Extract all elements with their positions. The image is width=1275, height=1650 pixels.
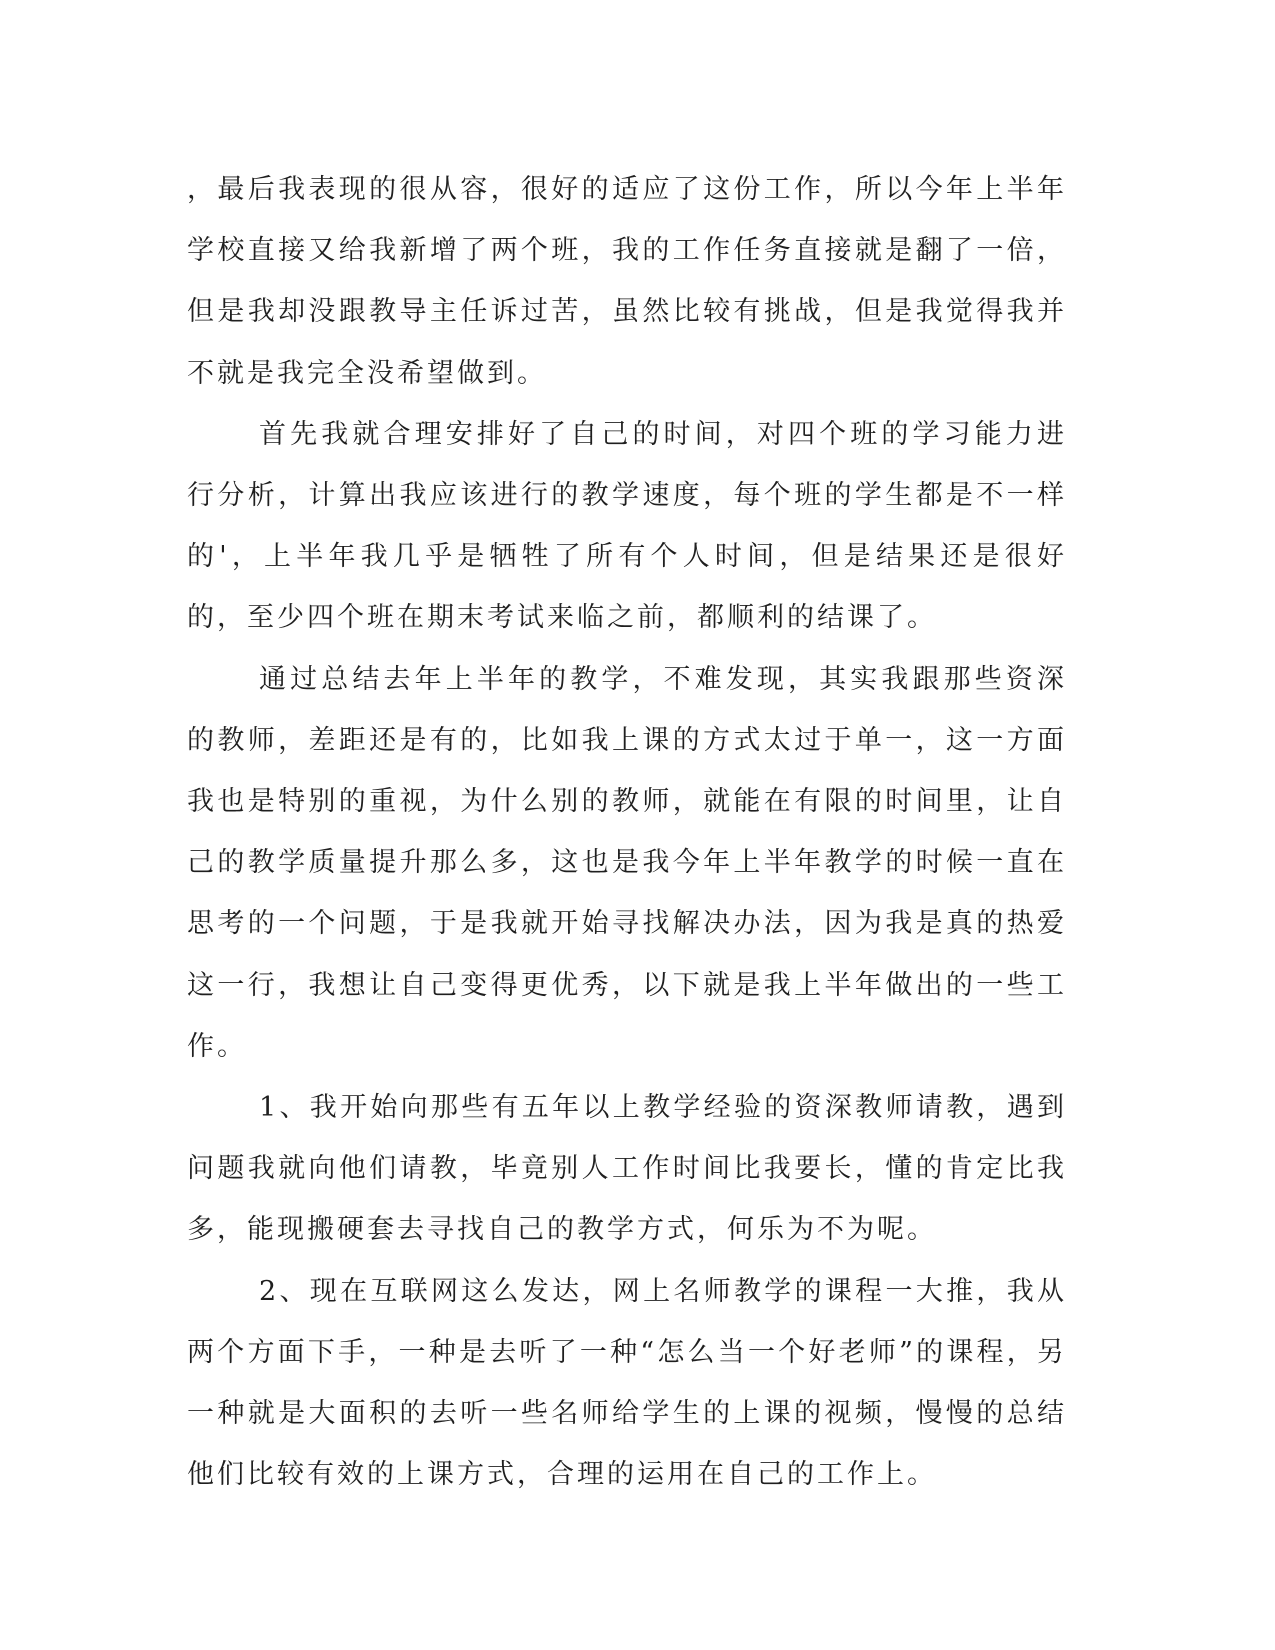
paragraph-5: 2、现在互联网这么发达，网上名师教学的课程一大推，我从两个方面下手，一种是去听了一种“怎么当一个好老师”的课程，另一种就是大面积的去听一些名师给学生的上课的视频，慢慢的总结他们比较有效的上课方式，合理的运用在自己的工作上。: [187, 1275, 1067, 1491]
paragraph-2: 首先我就合理安排好了自己的时间，对四个班的学习能力进行分析，计算出我应该进行的教学速度，每个班的学生都是不一样的'，上半年我几乎是牺牲了所有个人时间，但是结果还是很好的，至少四个班在期末考试来临之前，都顺利的结课了。: [187, 418, 1067, 634]
paragraph-4: 1、我开始向那些有五年以上教学经验的资深教师请教，遇到问题我就向他们请教，毕竟别人工作时间比我要长，懂的肯定比我多，能现搬硬套去寻找自己的教学方式，何乐为不为呢。: [187, 1092, 1067, 1246]
paragraph-1: ，最后我表现的很从容，很好的适应了这份工作，所以今年上半年学校直接又给我新增了两个班，我的工作任务直接就是翻了一倍，但是我却没跟教导主任诉过苦，虽然比较有挑战，但是我觉得我并不就是我完全没希望做到。: [187, 174, 1067, 389]
document-body: [187, 159, 1067, 1505]
paragraph-3: 通过总结去年上半年的教学，不难发现，其实我跟那些资深的教师，差距还是有的，比如我上课的方式太过于单一，这一方面我也是特别的重视，为什么别的教师，就能在有限的时间里，让自己的教学质量提升那么多，这也是我今年上半年教学的时候一直在思考的一个问题，于是我就开始寻找解决办法，因为我是真的热爱这一行，我想让自己变得更优秀，以下就是我上半年做出的一些工作。: [187, 663, 1067, 1062]
